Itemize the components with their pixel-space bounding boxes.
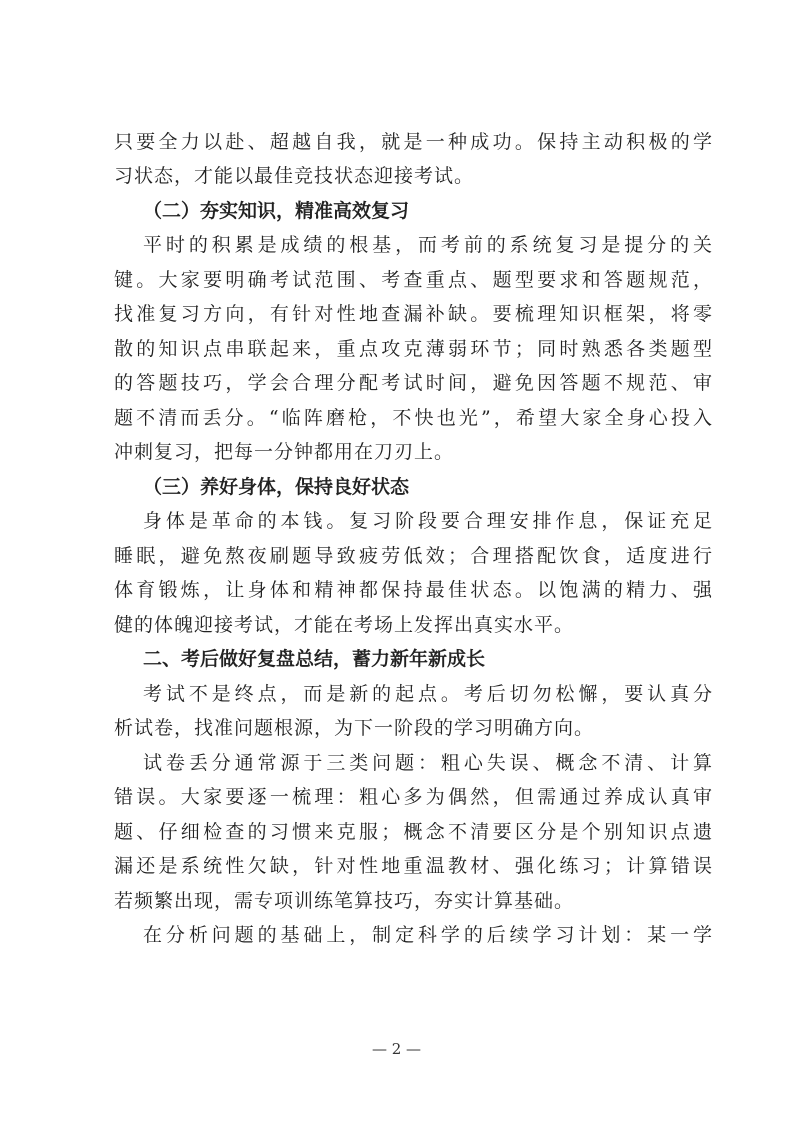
paragraph-line: 体育锻炼，让身体和精神都保持最佳状态。以饱满的精力、强 (114, 579, 712, 602)
paragraph-line: 平时的积累是成绩的根基，而考前的系统复习是提分的关 (143, 234, 712, 257)
heading-text: （三）养好身体，保持良好状态 (143, 475, 410, 498)
paragraph-line: 散的知识点串联起来，重点攻克薄弱环节；同时熟悉各类题型 (114, 337, 712, 360)
paragraph-line: 冲刺复习，把每一分钟都用在刀刃上。 (114, 441, 455, 464)
paragraph-line: 若频繁出现，需专项训练笔算技巧，夯实计算基础。 (114, 889, 575, 912)
paragraph-line: 只要全力以赴、超越自我，就是一种成功。保持主动积极的学 (114, 131, 712, 153)
paragraph-line: 题不清而丢分。“临阵磨枪，不快也光”，希望大家全身心投入 (114, 406, 712, 429)
heading-text: 二、考后做好复盘总结，蓄力新年新成长 (143, 648, 486, 671)
paragraph-line: 身体是革命的本钱。复习阶段要合理安排作息，保证充足 (143, 510, 712, 533)
paragraph-line: 题、仔细检查的习惯来克服；概念不清要区分是个别知识点遗 (114, 820, 712, 843)
paragraph-line: 错误。大家要逐一梳理：粗心多为偶然，但需通过养成认真审 (114, 786, 712, 809)
paragraph-line: 键。大家要明确考试范围、考查重点、题型要求和答题规范， (114, 268, 712, 291)
paragraph-line: 睡眠，避免熬夜刷题导致疲劳低效；合理搭配饮食，适度进行 (114, 544, 712, 567)
paragraph-line: 漏还是系统性欠缺，针对性地重温教材、强化练习；计算错误 (114, 855, 712, 878)
page-number: — 2 — (371, 1040, 422, 1058)
paragraph-line: 考试不是终点，而是新的起点。考后切勿松懈，要认真分 (143, 682, 712, 705)
paragraph-line: 析试卷，找准问题根源，为下一阶段的学习明确方向。 (114, 717, 595, 740)
paragraph-line: 找准复习方向，有针对性地查漏补缺。要梳理知识框架，将零 (114, 303, 712, 326)
heading-text: （二）夯实知识，精准高效复习 (143, 199, 410, 222)
paragraph-line: 的答题技巧，学会合理分配考试时间，避免因答题不规范、审 (114, 372, 712, 395)
paragraph-line: 健的体魄迎接考试，才能在考场上发挥出真实水平。 (114, 613, 575, 636)
paragraph-line: 试卷丢分通常源于三类问题：粗心失误、概念不清、计算 (143, 751, 712, 774)
paragraph-line: 在分析问题的基础上，制定科学的后续学习计划：某一学 (143, 924, 712, 947)
paragraph-line: 习状态，才能以最佳竞技状态迎接考试。 (114, 165, 475, 188)
